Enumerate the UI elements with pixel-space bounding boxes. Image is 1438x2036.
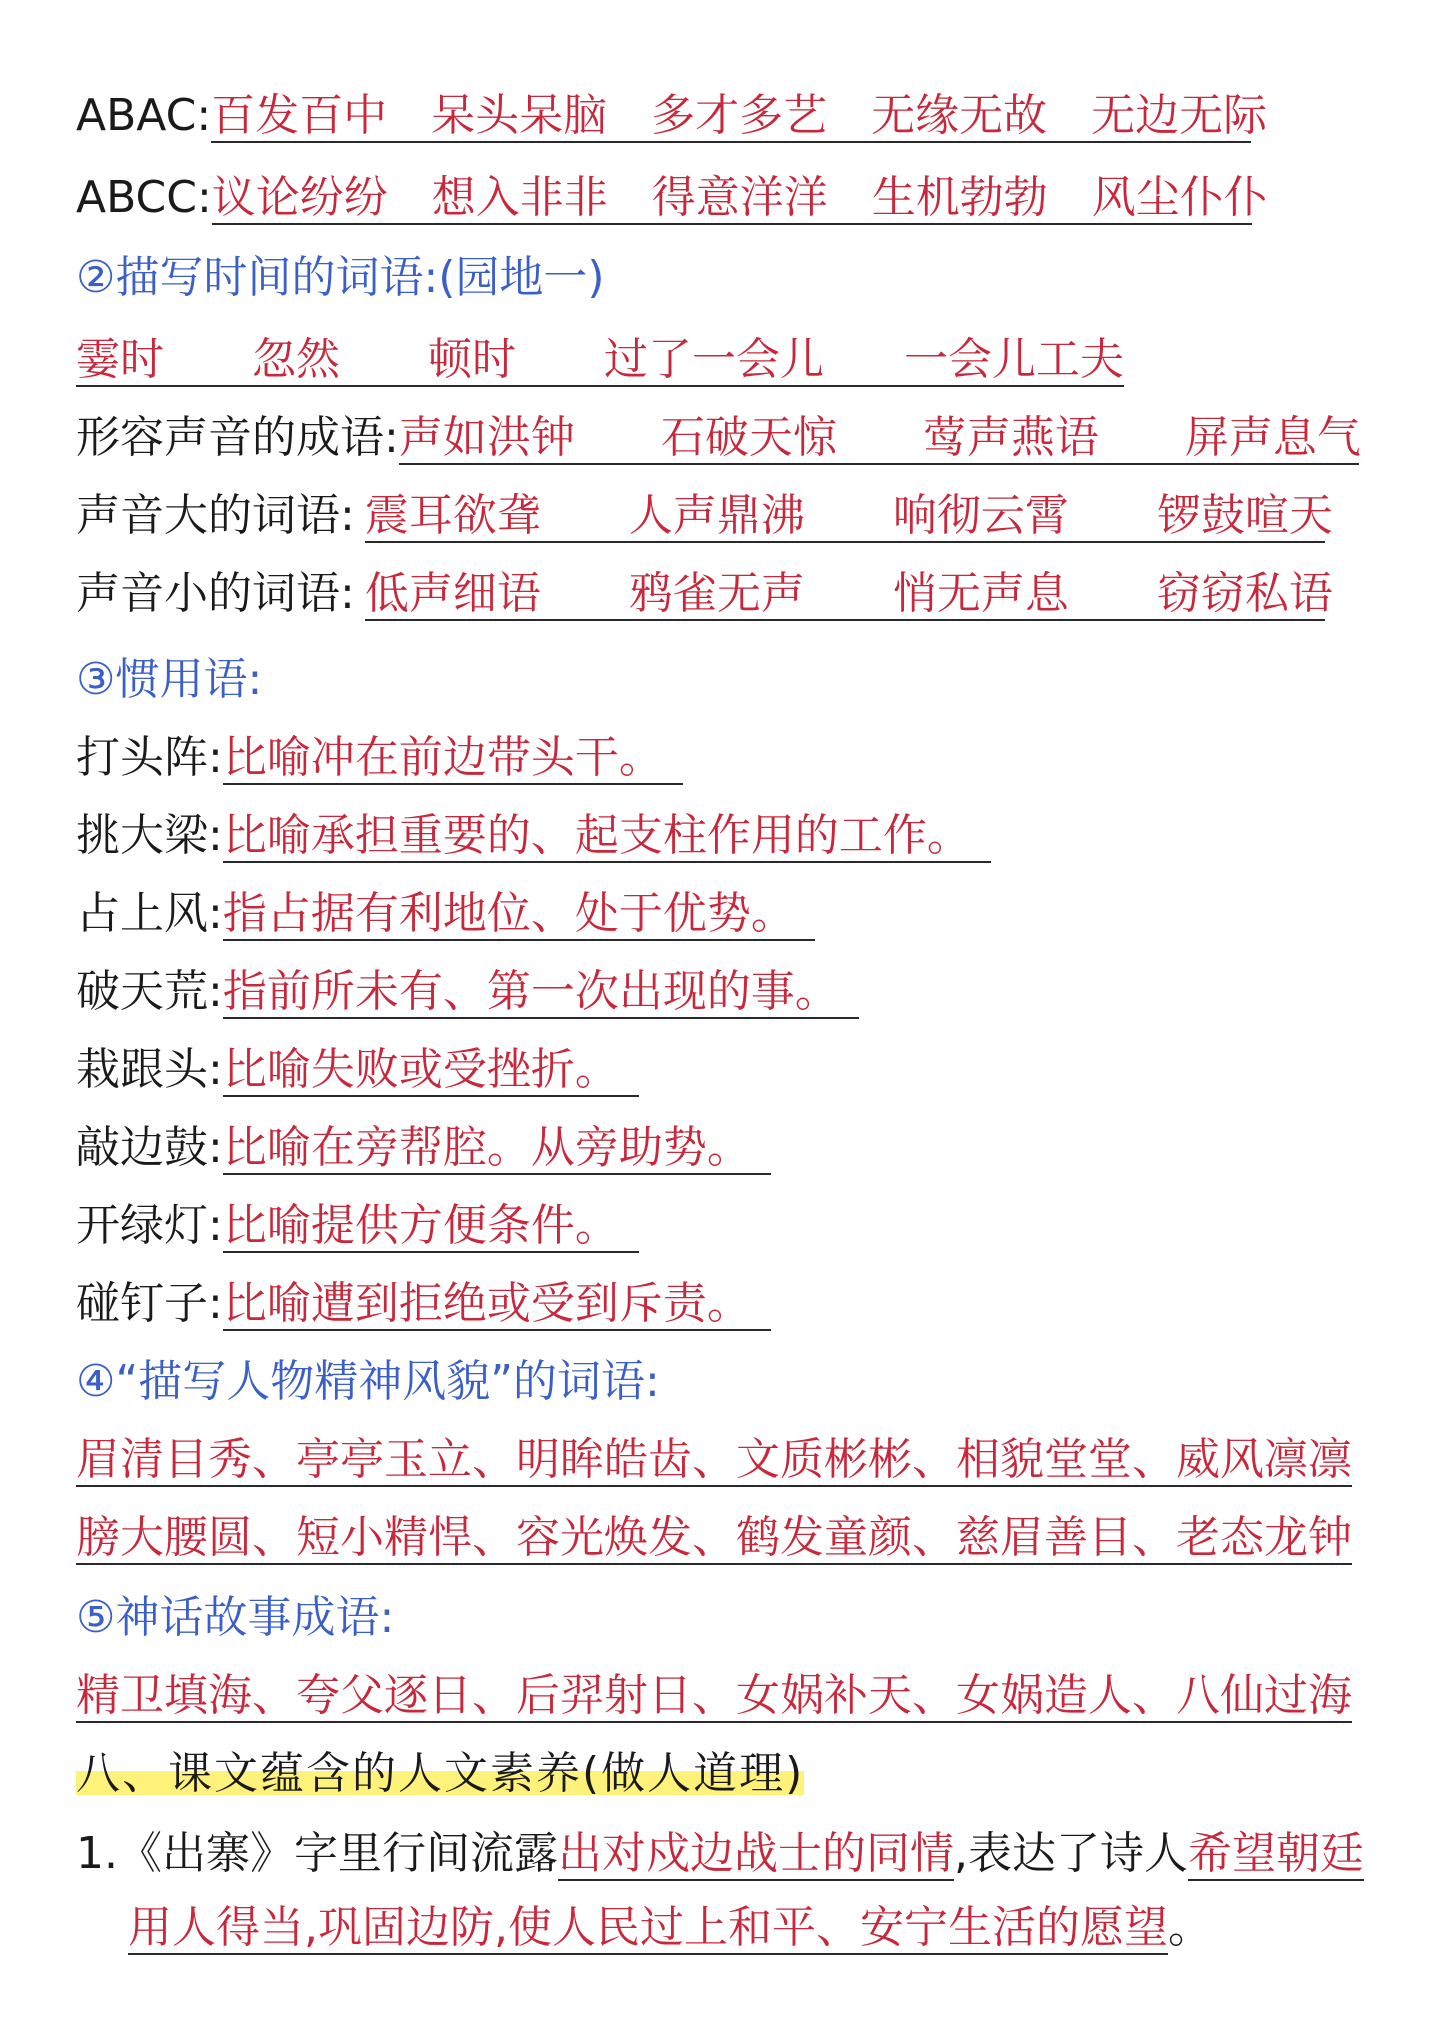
idiom-meaning: 比喻提供方便条件。 bbox=[223, 1201, 639, 1253]
section-idioms-heading: ③惯用语: bbox=[76, 654, 263, 705]
section-myth-heading: ⑤神话故事成语: bbox=[76, 1592, 395, 1643]
abac-word-5: 无边无际 bbox=[1091, 90, 1268, 141]
section-appearance-heading: ④“描写人物精神风貌”的词语: bbox=[76, 1356, 660, 1407]
item1-prefix: 1.《出寨》字里行间流露 bbox=[76, 1828, 558, 1879]
quiet-word-2: 鸦雀无声 bbox=[628, 568, 805, 619]
item1-blank-2b: 用人得当,巩固边防,使人民过上和平、安宁生活的愿望 bbox=[128, 1902, 1168, 1953]
idiom-term: 挑大梁: bbox=[76, 810, 223, 861]
appearance-words-1: 眉清目秀、亭亭玉立、明眸皓齿、文质彬彬、相貌堂堂、威风凛凛 bbox=[76, 1434, 1352, 1485]
abac-label: ABAC: bbox=[76, 90, 212, 141]
humanities-item-1-line-1 bbox=[76, 1826, 1364, 1882]
item1-blank-1: 出对戍边战士的同情 bbox=[557, 1828, 954, 1879]
loud-words-answers bbox=[364, 490, 1333, 543]
loud-word-3: 响彻云霄 bbox=[892, 490, 1069, 541]
idiom-item bbox=[76, 730, 683, 786]
idiom-meaning: 比喻冲在前边带头干。 bbox=[223, 733, 683, 785]
abac-word-2: 呆头呆脑 bbox=[431, 90, 608, 141]
time-word-2: 忽然 bbox=[252, 334, 340, 385]
idiom-meaning: 比喻承担重要的、起支柱作用的工作。 bbox=[223, 811, 991, 863]
section-humanities-heading-row bbox=[76, 1746, 804, 1802]
loud-words-label: 声音大的词语: bbox=[76, 490, 355, 541]
sound-idiom-2: 石破天惊 bbox=[660, 412, 837, 463]
abcc-word-5: 风尘仆仆 bbox=[1091, 172, 1268, 223]
abcc-word-3: 得意洋洋 bbox=[651, 172, 828, 223]
sound-idioms-answers bbox=[399, 413, 1359, 465]
idiom-item bbox=[76, 1120, 771, 1176]
abcc-row bbox=[76, 170, 1268, 226]
myth-idioms: 精卫填海、夸父逐日、后羿射日、女娲补天、女娲造人、八仙过海 bbox=[76, 1670, 1352, 1721]
abac-word-4: 无缘无故 bbox=[871, 90, 1048, 141]
loud-word-2: 人声鼎沸 bbox=[628, 490, 805, 541]
abcc-label: ABCC: bbox=[76, 172, 212, 223]
section-time-heading: ②描写时间的词语:(园地一) bbox=[76, 252, 605, 303]
myth-idioms-line bbox=[76, 1668, 1352, 1724]
sound-idioms-row bbox=[76, 410, 1359, 466]
item1-blank-2a: 希望朝廷 bbox=[1187, 1828, 1364, 1879]
idiom-term: 碰钉子: bbox=[76, 1278, 223, 1329]
section-humanities-heading: 八、课文蕴含的人文素养(做人道理) bbox=[76, 1748, 805, 1799]
quiet-word-1: 低声细语 bbox=[364, 568, 541, 619]
idiom-item bbox=[76, 1198, 639, 1254]
idiom-meaning: 指占据有利地位、处于优势。 bbox=[223, 889, 815, 941]
time-word-1: 霎时 bbox=[76, 334, 164, 385]
item1-suffix: 。 bbox=[1167, 1902, 1212, 1953]
abac-answers bbox=[211, 90, 1268, 143]
time-words-answers bbox=[76, 335, 1124, 387]
idiom-item bbox=[76, 886, 815, 942]
sound-idioms-label: 形容声音的成语: bbox=[76, 412, 399, 463]
idiom-term: 打头阵: bbox=[76, 732, 223, 783]
loud-words-row bbox=[76, 488, 1333, 544]
idiom-term: 敲边鼓: bbox=[76, 1122, 223, 1173]
idiom-term: 开绿灯: bbox=[76, 1200, 223, 1251]
sound-idiom-4: 屏声息气 bbox=[1184, 412, 1361, 463]
time-word-3: 顿时 bbox=[428, 334, 516, 385]
quiet-words-answers bbox=[364, 568, 1333, 621]
sound-idiom-1: 声如洪钟 bbox=[398, 412, 575, 463]
appearance-words-2: 膀大腰圆、短小精悍、容光焕发、鹤发童颜、慈眉善目、老态龙钟 bbox=[76, 1512, 1352, 1563]
idiom-term: 栽跟头: bbox=[76, 1044, 223, 1095]
idiom-item bbox=[76, 1042, 639, 1098]
time-words-row bbox=[76, 332, 1124, 388]
abcc-answers bbox=[211, 172, 1268, 225]
abcc-word-2: 想入非非 bbox=[431, 172, 608, 223]
humanities-item-1-line-2 bbox=[128, 1900, 1212, 1956]
quiet-word-4: 窃窃私语 bbox=[1156, 568, 1333, 619]
idiom-meaning: 比喻失败或受挫折。 bbox=[223, 1045, 639, 1097]
appearance-words-line-2 bbox=[76, 1510, 1352, 1566]
abac-row bbox=[76, 88, 1268, 144]
idiom-term: 占上风: bbox=[76, 888, 223, 939]
quiet-words-label: 声音小的词语: bbox=[76, 568, 355, 619]
abac-word-3: 多才多艺 bbox=[651, 90, 828, 141]
loud-word-1: 震耳欲聋 bbox=[364, 490, 541, 541]
abcc-word-1: 议论纷纷 bbox=[211, 172, 388, 223]
idiom-meaning: 比喻遭到拒绝或受到斥责。 bbox=[223, 1279, 771, 1331]
time-word-4: 过了一会儿 bbox=[604, 334, 824, 385]
time-word-5: 一会儿工夫 bbox=[904, 334, 1124, 385]
appearance-words-line-1 bbox=[76, 1432, 1352, 1488]
idiom-item bbox=[76, 1276, 771, 1332]
idiom-meaning: 比喻在旁帮腔。从旁助势。 bbox=[223, 1123, 771, 1175]
sound-idiom-3: 莺声燕语 bbox=[922, 412, 1099, 463]
idiom-item bbox=[76, 808, 991, 864]
idiom-item bbox=[76, 964, 859, 1020]
quiet-words-row bbox=[76, 566, 1333, 622]
loud-word-4: 锣鼓喧天 bbox=[1156, 490, 1333, 541]
idiom-meaning: 指前所未有、第一次出现的事。 bbox=[223, 967, 859, 1019]
idiom-term: 破天荒: bbox=[76, 966, 223, 1017]
item1-middle: ,表达了诗人 bbox=[953, 1828, 1188, 1879]
abcc-word-4: 生机勃勃 bbox=[871, 172, 1048, 223]
quiet-word-3: 悄无声息 bbox=[892, 568, 1069, 619]
abac-word-1: 百发百中 bbox=[211, 90, 388, 141]
